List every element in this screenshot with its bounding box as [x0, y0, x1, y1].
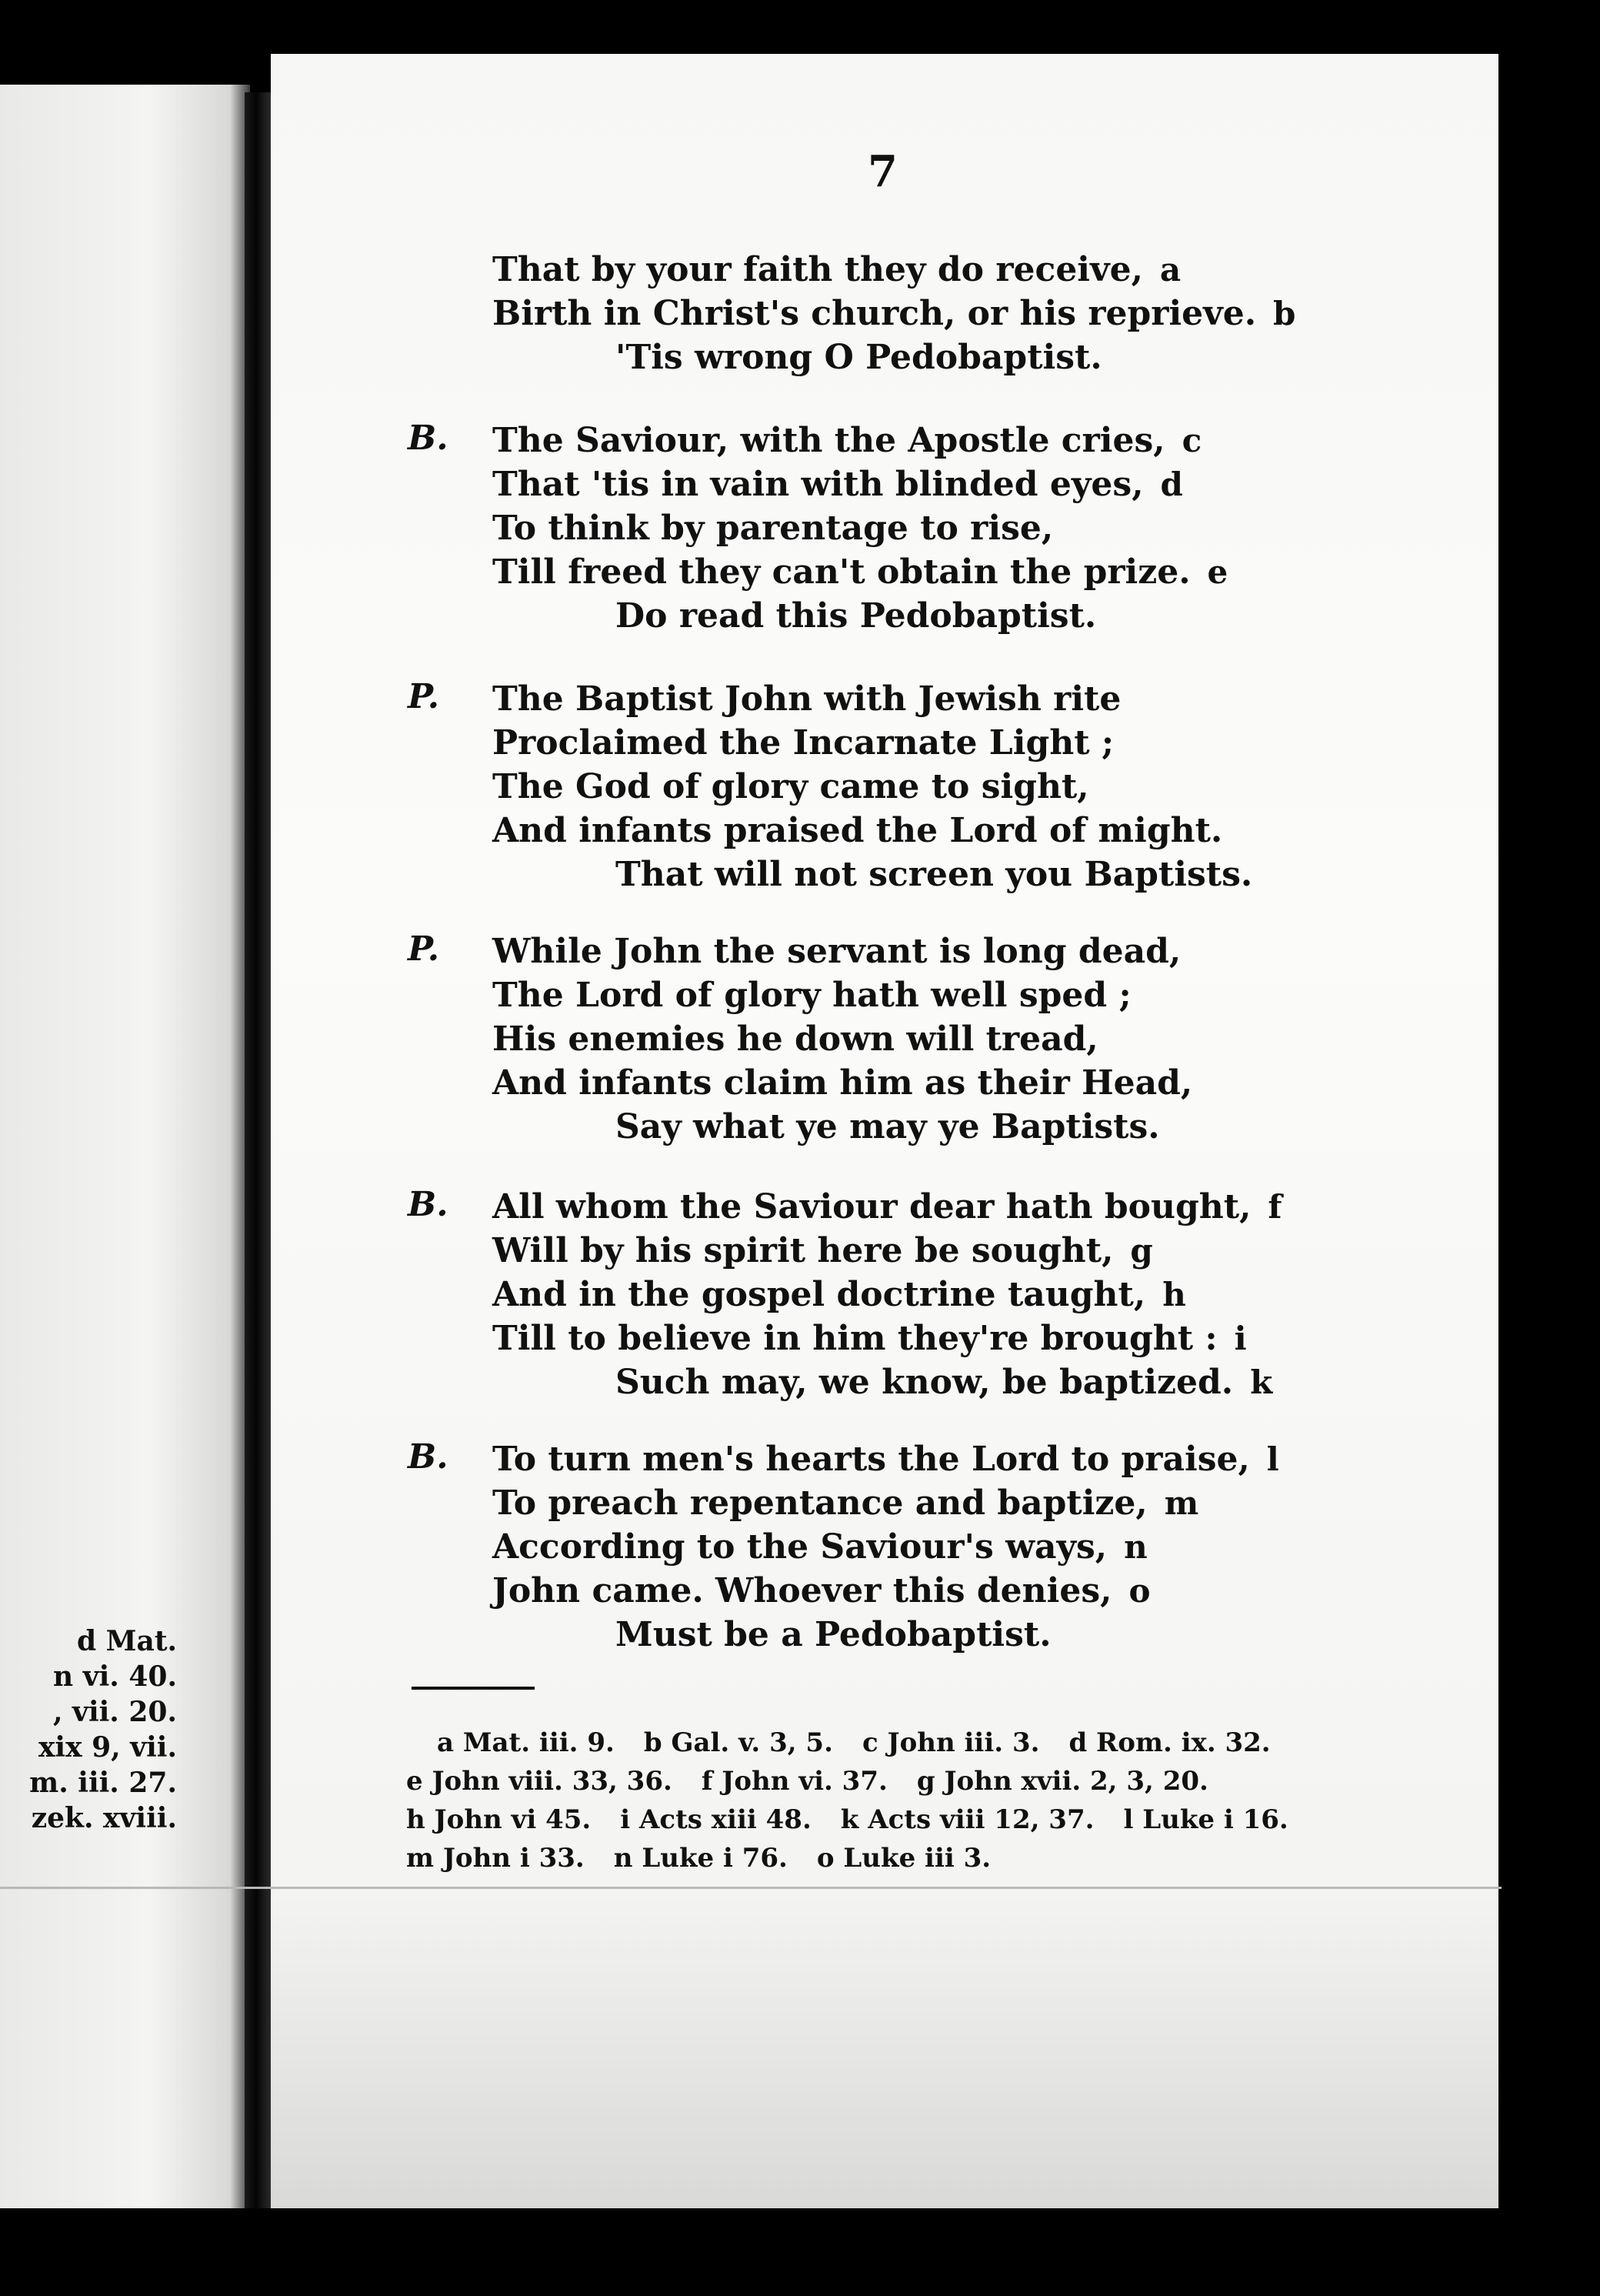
footnote-fragment: n vi. 40. — [53, 1660, 177, 1693]
verse-line: All whom the Saviour dear hath bought, f — [492, 1185, 1282, 1229]
footnote-line — [406, 1724, 1375, 1762]
footnote: h John vi 45. — [406, 1804, 592, 1835]
footnote: e John viii. 33, 36. — [406, 1766, 672, 1797]
scan-border-bottom — [0, 2208, 1600, 2296]
footnote-line — [406, 1762, 1375, 1800]
footnotes — [406, 1724, 1375, 1877]
footnote-marker: f — [1268, 1188, 1282, 1226]
footnote-marker: o — [1128, 1572, 1151, 1610]
footnote-marker: n — [1124, 1528, 1148, 1566]
refrain-line: Do read this Pedobaptist. — [615, 596, 1097, 636]
footnote-marker: l — [1266, 1440, 1279, 1478]
footnote: g John xvii. 2, 3, 20. — [916, 1766, 1208, 1797]
footnote-line — [406, 1800, 1375, 1839]
footnote: i Acts xiii 48. — [620, 1804, 812, 1835]
footnote: n Luke i 76. — [613, 1843, 788, 1874]
refrain-line: Must be a Pedobaptist. — [615, 1615, 1052, 1654]
refrain-line: That will not screen you Baptists. — [615, 855, 1253, 894]
left-page — [0, 85, 250, 2208]
footnote: m John i 33. — [406, 1843, 585, 1874]
stanza-speaker: B. — [408, 419, 448, 458]
verse-line: And infants praised the Lord of might. — [492, 811, 1223, 850]
verse-line: That 'tis in vain with blinded eyes, d — [492, 462, 1228, 506]
footnote-rule — [412, 1687, 535, 1690]
footnote-marker: b — [1273, 295, 1296, 332]
verse-line: To preach repentance and baptize, m — [492, 1481, 1279, 1525]
verse-line: John came. Whoever this denies, o — [492, 1569, 1279, 1613]
footnote-marker: i — [1234, 1320, 1247, 1357]
footnote-marker: m — [1164, 1484, 1199, 1522]
fold-line — [0, 1887, 1502, 1889]
footnote-fragment: m. iii. 27. — [29, 1767, 177, 1799]
footnote: d Rom. ix. 32. — [1068, 1727, 1271, 1758]
verse-line: To think by parentage to rise, — [492, 509, 1054, 548]
verse-line: Till to believe in him they're brought : i — [492, 1317, 1282, 1360]
refrain-line: Say what ye may ye Baptists. — [615, 1107, 1160, 1146]
page-number: 7 — [868, 146, 898, 197]
footnote-marker: g — [1130, 1232, 1153, 1270]
footnote-marker: h — [1162, 1276, 1186, 1313]
footnote: c John iii. 3. — [862, 1727, 1040, 1758]
footnote: k Acts viii 12, 37. — [840, 1804, 1095, 1835]
footnote-marker: e — [1207, 553, 1228, 591]
footnote: l Luke i 16. — [1123, 1804, 1288, 1835]
verse-line: And in the gospel doctrine taught, h — [492, 1273, 1282, 1317]
book-gutter — [245, 92, 271, 2208]
footnote: f John vi. 37. — [701, 1766, 888, 1797]
verse-line: The Lord of glory hath well sped ; — [492, 976, 1132, 1015]
footnote-marker: k — [1250, 1363, 1273, 1401]
footnote-fragment: , vii. 20. — [52, 1696, 177, 1728]
footnote-line — [406, 1839, 1375, 1877]
verse-line: While John the servant is long dead, — [492, 932, 1182, 971]
stanza-speaker: P. — [408, 929, 440, 969]
verse-line: To turn men's hearts the Lord to praise, l — [492, 1437, 1279, 1481]
verse-line: Birth in Christ's church, or his reprieve. b — [492, 292, 1295, 335]
footnote: a Mat. iii. 9. — [437, 1727, 615, 1758]
footnote: o Luke iii 3. — [816, 1843, 992, 1874]
verse-line: The Baptist John with Jewish rite — [492, 679, 1122, 719]
refrain-line: Such may, we know, be baptized. k — [492, 1360, 1282, 1404]
verse-line: Proclaimed the Incarnate Light ; — [492, 723, 1115, 763]
left-page-footnote-fragments — [0, 1624, 177, 1836]
footnote-fragment: zek. xviii. — [31, 1802, 177, 1834]
verse-line: The Saviour, with the Apostle cries, c — [492, 419, 1228, 462]
footnote-fragment: d Mat. — [76, 1625, 177, 1657]
stanza-speaker: P. — [408, 677, 440, 716]
verse-line: And infants claim him as their Head, — [492, 1063, 1193, 1103]
verse-line: His enemies he down will tread, — [492, 1020, 1098, 1059]
verse-line: According to the Saviour's ways, n — [492, 1525, 1279, 1569]
stanza-speaker: B. — [408, 1185, 448, 1224]
verse-line: Till freed they can't obtain the prize. e — [492, 550, 1228, 594]
scan-border — [1498, 54, 1600, 2296]
stanza-speaker: B. — [408, 1437, 448, 1477]
verse-line: Will by his spirit here be sought, g — [492, 1229, 1282, 1273]
footnote-fragment: xix 9, vii. — [38, 1731, 177, 1764]
footnote: b Gal. v. 3, 5. — [643, 1727, 833, 1758]
footnote-marker: d — [1160, 466, 1183, 503]
footnote-marker: a — [1159, 251, 1182, 289]
refrain-line: 'Tis wrong O Pedobaptist. — [615, 338, 1102, 377]
verse-line: The God of glory came to sight, — [492, 767, 1089, 806]
verse-line: That by your faith they do receive, a — [492, 248, 1295, 292]
footnote-marker: c — [1182, 422, 1202, 459]
